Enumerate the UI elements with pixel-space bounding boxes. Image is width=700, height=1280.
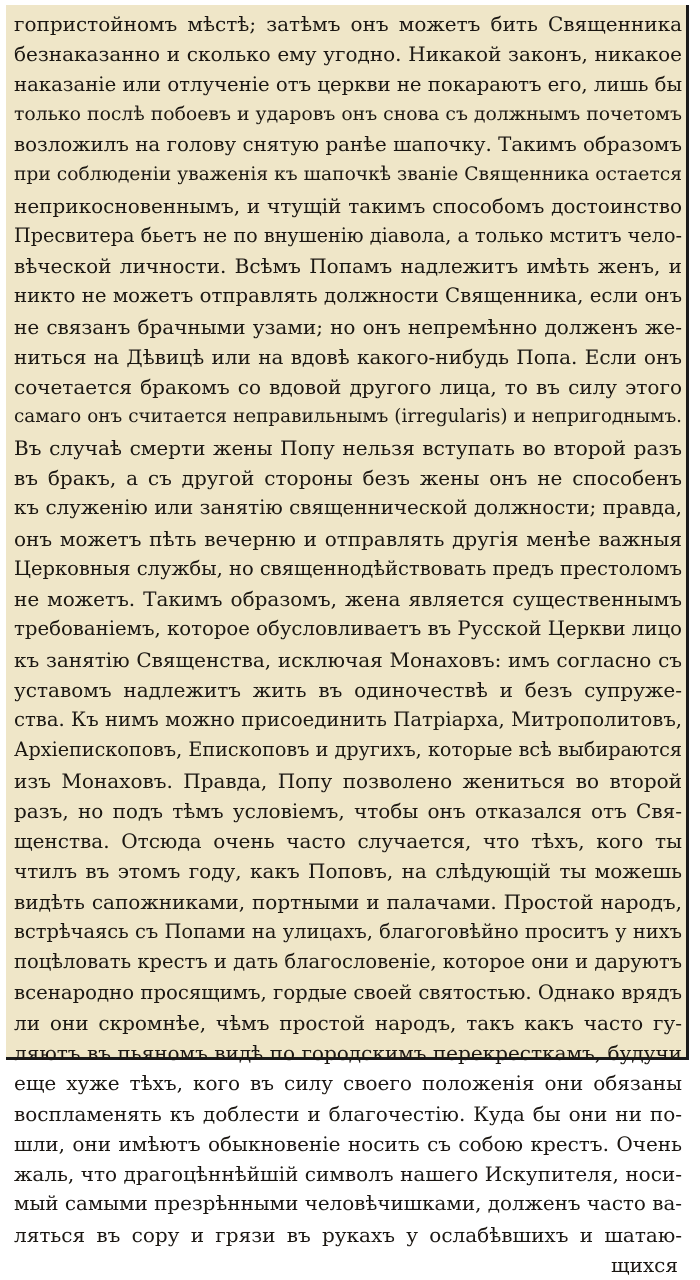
text-line: сочетается бракомъ со вдовой другого лица, то въ силу этого bbox=[14, 375, 682, 400]
text-line: безнаказанно и сколько ему угодно. Никакой законъ, никакое bbox=[14, 42, 682, 67]
text-line: гопристойномъ мѣстѣ; затѣмъ онъ можетъ бить Священника bbox=[14, 12, 682, 36]
text-line: ляться въ сору и грязи въ рукахъ у ослабѣвшихъ и шатаю- bbox=[14, 1222, 682, 1247]
text-line: возложилъ на голову снятую ранѣе шапочку. Такимъ образомъ bbox=[14, 133, 682, 157]
text-block bbox=[14, 9, 682, 1280]
text-line: не можетъ. Такимъ образомъ, жена является существеннымъ bbox=[14, 587, 682, 612]
text-line: ниться на Дѣвицѣ или на вдовѣ какого-нибудь Попа. Если онъ bbox=[14, 344, 682, 369]
text-line: жаль, что драгоцѣннѣйшій символъ нашего Искупителя, носи- bbox=[14, 1162, 682, 1187]
text-line: вѣческой личности. Всѣмъ Попамъ надлежитъ имѣть женъ, и bbox=[14, 254, 682, 279]
text-line: Архіепископовъ, Епископовъ и другихъ, которые всѣ выбираются bbox=[14, 738, 682, 762]
text-line: мый самыми презрѣнными человѣчишками, долженъ часто ва- bbox=[14, 1192, 682, 1216]
text-line: ства. Къ нимъ можно присоединить Патріарха, Митрополитовъ, bbox=[14, 708, 682, 732]
text-line: изъ Монаховъ. Правда, Попу позволено жениться во второй bbox=[14, 768, 682, 793]
text-line: еще хуже тѣхъ, кого въ силу своего положенія они обязаны bbox=[14, 1071, 682, 1096]
text-line: къ служенію или занятію священнической должности; правда, bbox=[14, 496, 682, 520]
text-line: никто не можетъ отправлять должности Священника, если онъ bbox=[14, 284, 682, 308]
text-line: разъ, но подъ тѣмъ условіемъ, чтобы онъ отказался отъ Свя- bbox=[14, 798, 682, 823]
document-page bbox=[6, 5, 689, 1277]
text-line: неприкосновеннымъ, и чтущій такимъ способомъ достоинство bbox=[14, 193, 682, 218]
text-line: требованіемъ, которое обусловливаетъ въ Русской Церкви лицо bbox=[14, 617, 682, 641]
text-line: при соблюденіи уваженія къ шапочкѣ званіе Священника остается bbox=[14, 164, 682, 186]
text-line: щенства. Отсюда очень часто случается, что тѣхъ, кого ты bbox=[14, 829, 682, 854]
text-line: поцѣловать крестъ и дать благословеніе, которое они и даруютъ bbox=[14, 950, 683, 974]
text-line: ляютъ въ пьяномъ видѣ по городскимъ перекресткамъ, будучи bbox=[14, 1041, 682, 1066]
text-line: встрѣчаясь съ Попами на улицахъ, благоговѣйно проситъ у нихъ bbox=[14, 919, 682, 943]
text-line: Церковныя службы, но священнодѣйствовать предъ престоломъ bbox=[14, 556, 682, 580]
text-line: уставомъ надлежитъ жить въ одиночествѣ и безъ супруже- bbox=[14, 677, 682, 702]
text-line: Пресвитера бьетъ не по внушенію діавола, а только мститъ чело- bbox=[14, 223, 682, 247]
text-line: въ бракъ, а съ другой стороны безъ жены онъ не способенъ bbox=[14, 465, 682, 490]
text-line: всенародно просящимъ, гордые своей святостью. Однако врядъ bbox=[14, 980, 683, 1004]
text-line-final: щихся bbox=[610, 1252, 678, 1277]
text-line: чтилъ въ этомъ году, какъ Поповъ, на слѣдующій ты можешь bbox=[14, 859, 682, 884]
text-line: только послѣ побоевъ и ударовъ онъ снова съ должнымъ почетомъ bbox=[14, 103, 682, 125]
text-line: къ занятію Священства, исключая Монаховъ: имъ согласно съ bbox=[14, 647, 682, 672]
text-line: не связанъ брачными узами; но онъ непремѣнно долженъ же- bbox=[14, 314, 682, 339]
text-line: воспламенять къ доблести и благочестію. Куда бы они ни по- bbox=[14, 1101, 682, 1126]
text-line: видѣть сапожниками, портными и палачами. Простой народъ, bbox=[14, 889, 682, 914]
text-line: онъ можетъ пѣть вечерню и отправлять другія менѣе важныя bbox=[14, 526, 682, 551]
text-line: ли они скромнѣе, чѣмъ простой народъ, такъ какъ часто гу- bbox=[14, 1010, 682, 1035]
text-line: Въ случаѣ смерти жены Попу нельзя вступать во второй разъ bbox=[14, 435, 682, 460]
text-line: шли, они имѣютъ обыкновеніе носить съ собою крестъ. Очень bbox=[14, 1131, 682, 1156]
text-line: наказаніе или отлученіе отъ церкви не покараютъ его, лишь бы bbox=[14, 72, 683, 96]
text-line: самаго онъ считается неправильнымъ (irregularis) и непригоднымъ. bbox=[14, 406, 682, 428]
